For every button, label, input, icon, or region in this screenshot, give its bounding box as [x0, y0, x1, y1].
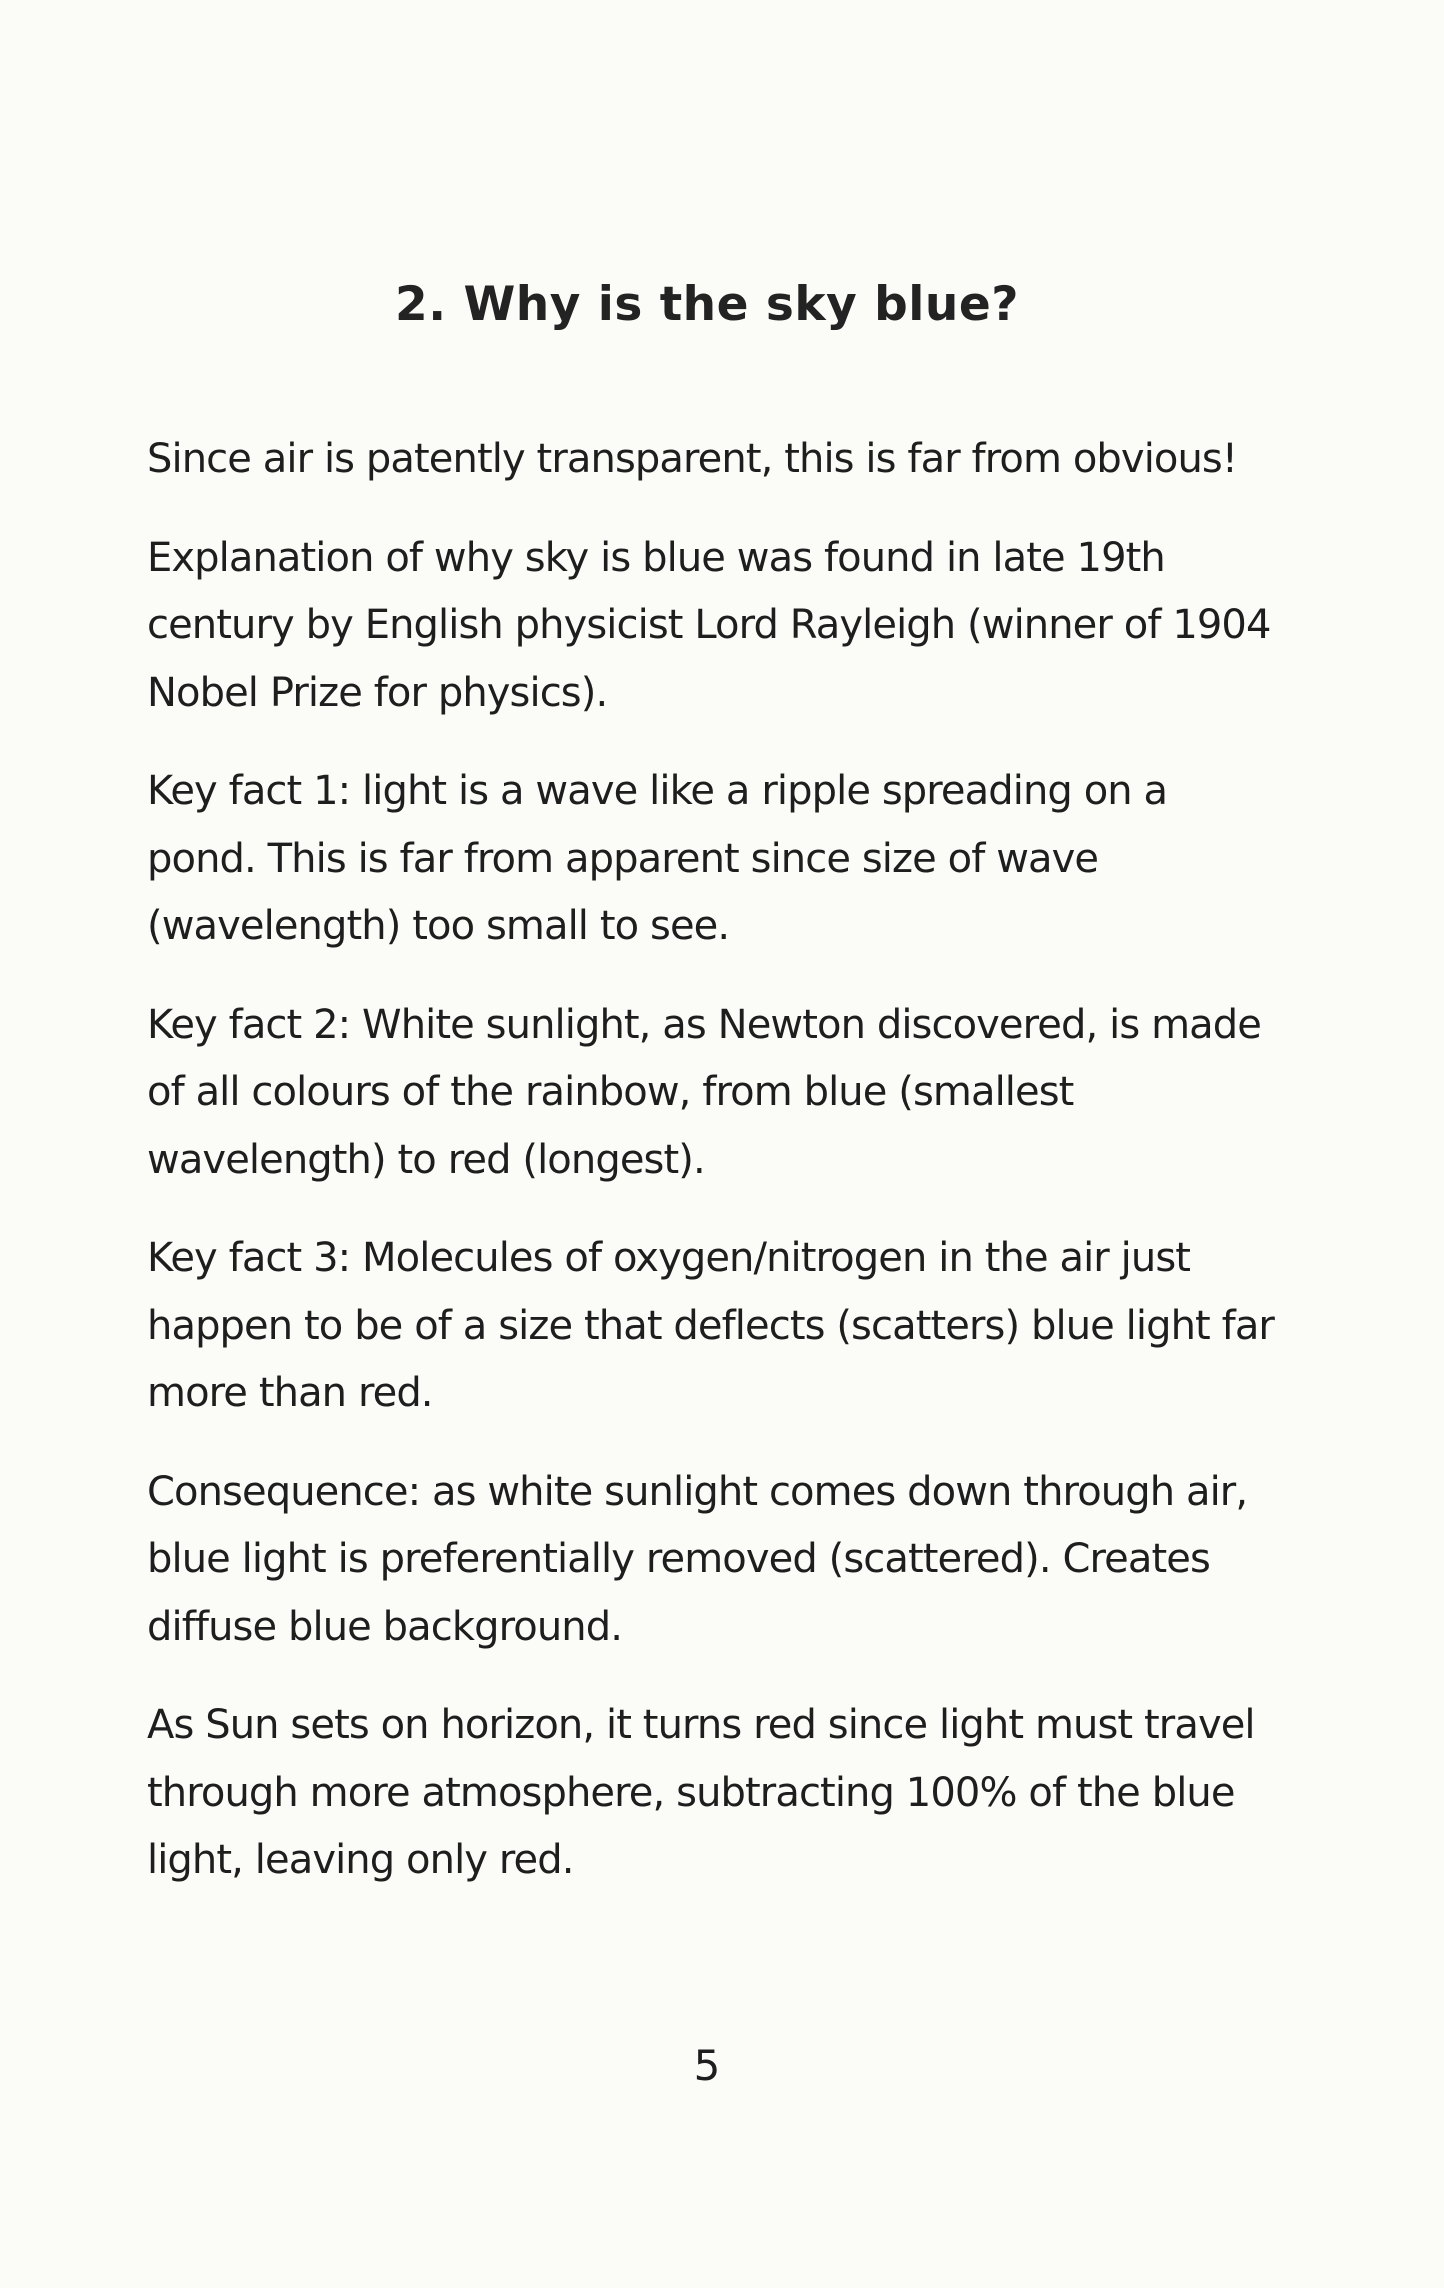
paragraph-intro: Since air is patently transparent, this is far from obvious!	[147, 436, 1238, 482]
paragraph-sunset: As Sun sets on horizon, it turns red since light must travel through more atmosphere, subtracting 100% of the blue light, leaving only red.	[147, 1702, 1255, 1883]
page-title: 2. Why is the sky blue?	[395, 277, 1019, 332]
page-number: 5	[693, 2041, 721, 2090]
paragraph-key-fact-3: Key fact 3: Molecules of oxygen/nitrogen in the air just happen to be of a size that deflects (scatters) blue light far more than red.	[147, 1235, 1274, 1416]
paragraph-key-fact-2: Key fact 2: White sunlight, as Newton discovered, is made of all colours of the rainbow, from blue (smallest wavelength) to red (longest).	[147, 1001, 1261, 1183]
paragraph-consequence: Consequence: as white sunlight comes down through air, blue light is preferentially removed (scattered). Creates diffuse blue background.	[147, 1468, 1248, 1650]
paragraph-key-fact-1: Key fact 1: light is a wave like a ripple spreading on a pond. This is far from apparent since size of wave (wavelength) too small to see.	[147, 768, 1168, 949]
paragraph-explanation: Explanation of why sky is blue was found in late 19th century by English physicist Lord Rayleigh (winner of 1904 Nobel Prize for physics).	[147, 534, 1271, 716]
body-text	[147, 426, 1287, 1926]
